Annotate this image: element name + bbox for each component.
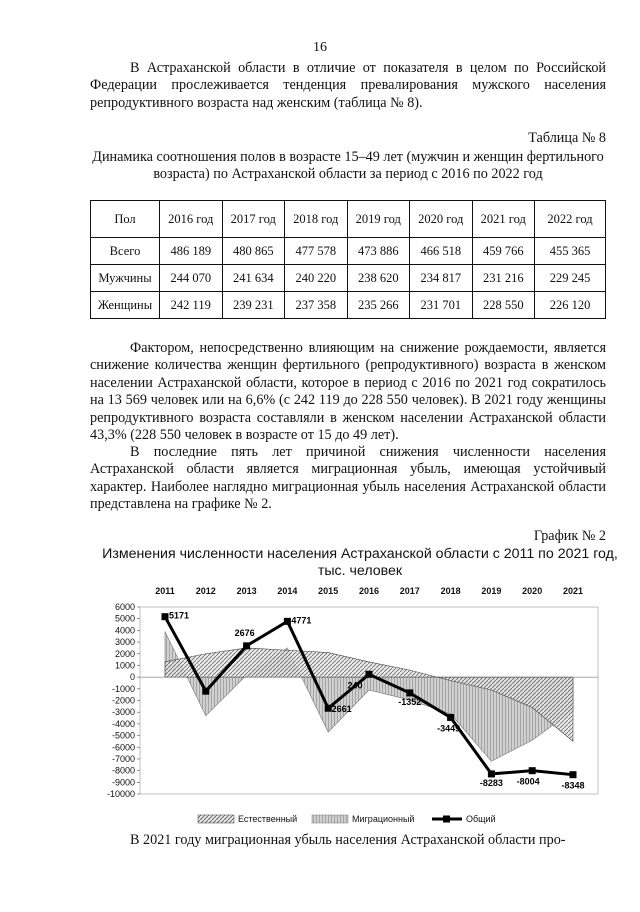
table-cell: 237 358 [285, 292, 348, 319]
paragraph-fertile-women: Фактором, непосредственно влияющим на снижение рождаемости, является снижение количества женщин фертильного (репродуктивного) возраста в женском населении Астраханской области, которое в период с 2016 по 2021 год сократилось на 13 569 человек или на 6,6% (с 242 119 до 228 550 человек). В 2021 году женщины репродуктивного возраста составляли в женском населении Астраханской области 43,3% (228 550 человек в возрасте от 15 до 49 лет). [90, 340, 606, 444]
paragraph-migration: В последние пять лет причиной снижения численности населения Астраханской области является миграционная убыль, имеющая устойчивый характер. Наиболее наглядно миграционная убыль населения Астраханской области представлена на графике № 2. [90, 444, 606, 513]
chart-title: Изменения численности населения Астраханской области с 2011 по 2021 год, тыс. человек [102, 546, 618, 579]
table-label: Таблица № 8 [528, 130, 606, 146]
table-cell: 226 120 [535, 292, 606, 319]
y-tick-label: -1000 [111, 683, 135, 694]
table-cell: 228 550 [472, 292, 535, 319]
table-row [91, 292, 606, 319]
table-cell: Женщины [91, 292, 160, 319]
x-tick-label: 2021 [562, 586, 584, 596]
table-cell: 244 070 [160, 265, 223, 292]
x-tick-label: 2011 [155, 586, 175, 596]
table-cell: 242 119 [160, 292, 223, 319]
table-cell: 231 216 [472, 265, 535, 292]
sex-ratio-table [90, 200, 606, 319]
table-cell: 231 701 [410, 292, 473, 319]
legend-total-marker [443, 816, 450, 823]
total-point [366, 671, 373, 678]
table-header-cell: 2016 год [160, 201, 223, 238]
legend-migration-swatch [312, 815, 348, 823]
y-tick-label: -5000 [111, 730, 135, 741]
table-header-cell: Пол [91, 201, 160, 238]
table-cell: 466 518 [410, 238, 473, 265]
total-point [529, 767, 536, 774]
table-header-cell: 2019 год [347, 201, 410, 238]
y-tick-label: 2000 [114, 648, 135, 659]
table-cell: 477 578 [285, 238, 348, 265]
table-header-cell: 2020 год [410, 201, 473, 238]
y-tick-label: -7000 [111, 753, 135, 764]
y-tick-label: -8000 [111, 765, 135, 776]
population-change-chart [0, 580, 640, 850]
data-label: -2661 [328, 704, 352, 715]
page-number: 16 [313, 40, 327, 55]
legend-natural-swatch [198, 815, 234, 823]
total-point [406, 689, 413, 696]
data-label: 4771 [291, 615, 312, 626]
paragraph-closing: В 2021 году миграционная убыль населения Астраханской области про- [130, 832, 566, 848]
data-label: -8283 [479, 777, 503, 788]
table-header-cell: 2022 год [535, 201, 606, 238]
table-row [91, 238, 606, 265]
total-point [243, 642, 250, 649]
table-header-cell: 2018 год [285, 201, 348, 238]
y-tick-label: 3000 [114, 637, 135, 648]
table-row [91, 265, 606, 292]
data-label: 5171 [168, 610, 190, 621]
table-title: Динамика соотношения полов в возрасте 15–49 лет (мужчин и женщин фертильного возраста) по Астраханской области за период с 2016 по 2022 год [92, 149, 604, 183]
legend-natural-label: Естественный [238, 814, 298, 824]
y-tick-label: -6000 [111, 742, 135, 753]
table-cell: 473 886 [347, 238, 410, 265]
data-label: -8348 [561, 780, 585, 791]
table-cell: Мужчины [91, 265, 160, 292]
total-point [570, 771, 577, 778]
total-point [284, 618, 291, 625]
table-cell: 229 245 [535, 265, 606, 292]
table-header-cell: 2021 год [472, 201, 535, 238]
x-tick-label: 2019 [481, 586, 502, 596]
data-label: 240 [347, 680, 363, 691]
table-cell: 241 634 [222, 265, 285, 292]
legend-migration-label: Миграционный [352, 814, 415, 824]
y-tick-label: 0 [129, 672, 135, 683]
y-tick-label: 5000 [114, 613, 135, 624]
y-tick-label: -2000 [111, 695, 135, 706]
data-label: -3449 [437, 723, 461, 734]
table-cell: 239 231 [222, 292, 285, 319]
x-tick-label: 2020 [522, 586, 543, 596]
table-cell: 480 865 [222, 238, 285, 265]
chart-label: График № 2 [533, 528, 606, 544]
table-cell: 459 766 [472, 238, 535, 265]
y-tick-label: -4000 [111, 718, 135, 729]
y-tick-label: -9000 [111, 777, 135, 788]
total-point [162, 613, 169, 620]
total-point [447, 714, 454, 721]
x-tick-label: 2015 [318, 586, 339, 596]
x-tick-label: 2017 [399, 586, 420, 596]
x-tick-label: 2016 [358, 586, 380, 596]
total-point [488, 770, 495, 777]
paragraph-intro: В Астраханской области в отличие от показателя в целом по Российской Федерации прослеживается тенденция превалирования мужского населения репродуктивного возраста над женским (таблица № 8). [90, 60, 606, 111]
table-header-cell: 2017 год [222, 201, 285, 238]
x-tick-label: 2018 [440, 586, 461, 596]
table-cell: 240 220 [285, 265, 348, 292]
x-tick-label: 2014 [277, 586, 298, 596]
table-cell: 455 365 [535, 238, 606, 265]
table-cell: 486 189 [160, 238, 223, 265]
table-cell: 234 817 [410, 265, 473, 292]
table-cell: 235 266 [347, 292, 410, 319]
data-label: -8004 [516, 776, 540, 787]
y-tick-label: 4000 [114, 625, 135, 636]
y-tick-label: -10000 [106, 789, 135, 799]
y-tick-label: -3000 [111, 707, 135, 718]
table-header-row [91, 201, 606, 238]
legend-total-label: Общий [466, 814, 496, 824]
x-tick-label: 2012 [195, 586, 216, 596]
table-cell: 238 620 [347, 265, 410, 292]
y-tick-label: 6000 [114, 602, 135, 612]
y-tick-label: 1000 [114, 660, 135, 671]
total-point [202, 688, 209, 695]
table-cell: Всего [91, 238, 160, 265]
data-label: 2676 [234, 627, 255, 638]
x-tick-label: 2013 [236, 586, 257, 596]
data-label: -1352 [398, 696, 422, 707]
